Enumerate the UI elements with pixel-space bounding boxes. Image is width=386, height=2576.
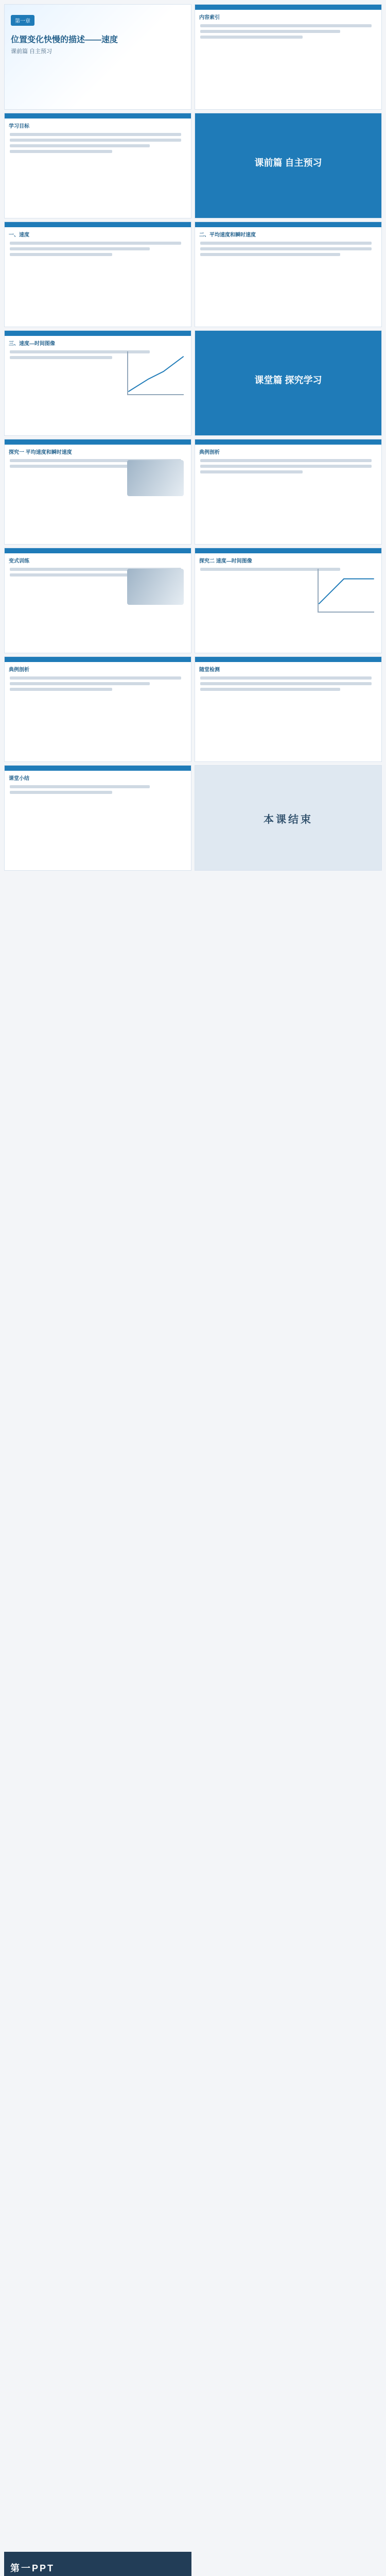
text-line	[10, 791, 112, 794]
slide-topbar	[5, 657, 191, 662]
text-line	[10, 144, 150, 147]
section-title: 课前篇 自主预习	[254, 158, 322, 168]
slide-topbar	[5, 766, 191, 771]
text-line	[10, 247, 150, 250]
slide-title: 三、速度—时间图像	[9, 341, 55, 347]
slide-cover[interactable]	[4, 4, 191, 110]
text-line	[10, 139, 181, 142]
slide-title: 典例剖析	[199, 450, 220, 455]
text-line	[10, 356, 112, 359]
text-line	[200, 688, 340, 691]
slide-topbar	[5, 113, 191, 118]
text-line	[10, 785, 150, 788]
slide-quiz[interactable]	[195, 656, 382, 762]
slide-topbar	[5, 548, 191, 553]
text-line	[10, 133, 181, 136]
line-graph	[128, 351, 184, 394]
text-line	[200, 459, 372, 462]
slide-topbar	[195, 5, 381, 10]
text-line	[200, 470, 303, 473]
text-line	[200, 24, 372, 27]
text-line	[200, 682, 372, 685]
slide-title: 内容索引	[199, 15, 220, 21]
slide-content-index[interactable]	[195, 4, 382, 110]
slide-topbar	[5, 222, 191, 227]
text-line	[200, 253, 340, 256]
chapter-badge: 第一章	[11, 15, 34, 26]
slide-variant[interactable]	[4, 548, 191, 653]
slide-explore-one[interactable]	[4, 439, 191, 545]
slide-section-preview[interactable]	[195, 113, 382, 218]
text-line	[200, 247, 372, 250]
slide-title: 探究二 速度—时间图像	[199, 558, 252, 564]
line-graph	[319, 569, 374, 612]
slide-summary[interactable]	[4, 765, 191, 871]
slide-topbar	[195, 657, 381, 662]
text-line	[200, 676, 372, 680]
text-line	[200, 30, 340, 33]
graph-thumbnail	[127, 351, 184, 395]
end-title: 本课结束	[264, 814, 313, 825]
slide-title: 典例剖析	[9, 667, 29, 673]
text-line	[10, 253, 112, 256]
ad-banner[interactable]	[4, 2552, 191, 2576]
slide-topbar	[195, 222, 381, 227]
text-line	[200, 36, 303, 39]
slide-section-explore[interactable]	[195, 330, 382, 436]
slide-title: 变式训练	[9, 558, 29, 564]
slide-vt-graph[interactable]	[4, 330, 191, 436]
illustration	[127, 569, 184, 605]
slide-topbar	[195, 548, 381, 553]
text-line	[200, 242, 372, 245]
text-line	[10, 688, 112, 691]
slide-objectives[interactable]	[4, 113, 191, 218]
slide-topbar	[5, 331, 191, 336]
slide-average-instant[interactable]	[195, 222, 382, 327]
slide-speed[interactable]	[4, 222, 191, 327]
slide-example-two[interactable]	[4, 656, 191, 762]
slide-topbar	[5, 439, 191, 445]
slide-topbar	[195, 439, 381, 445]
slide-end[interactable]	[195, 765, 382, 871]
slide-title: 随堂检测	[199, 667, 220, 673]
slide-title: 一、速度	[9, 232, 29, 238]
slide-explore-two[interactable]	[195, 548, 382, 653]
slide-example[interactable]	[195, 439, 382, 545]
section-title: 课堂篇 探究学习	[254, 375, 322, 385]
illustration	[127, 460, 184, 496]
text-line	[10, 242, 181, 245]
slide-title: 课堂小结	[9, 776, 29, 782]
slide-title: 二、平均速度和瞬时速度	[199, 232, 256, 238]
cover-subtitle: 课前篇 自主预习	[11, 48, 52, 55]
slide-title: 学习目标	[9, 124, 29, 129]
graph-thumbnail	[318, 569, 374, 613]
brand-name: 第一PPT	[10, 2563, 55, 2573]
text-line	[10, 150, 112, 153]
cover-title: 位置变化快慢的描述——速度	[11, 36, 118, 44]
text-line	[200, 465, 372, 468]
slide-thumbnail-grid	[4, 4, 382, 871]
text-line	[10, 676, 181, 680]
slide-title: 探究一 平均速度和瞬时速度	[9, 450, 72, 455]
text-line	[10, 682, 150, 685]
